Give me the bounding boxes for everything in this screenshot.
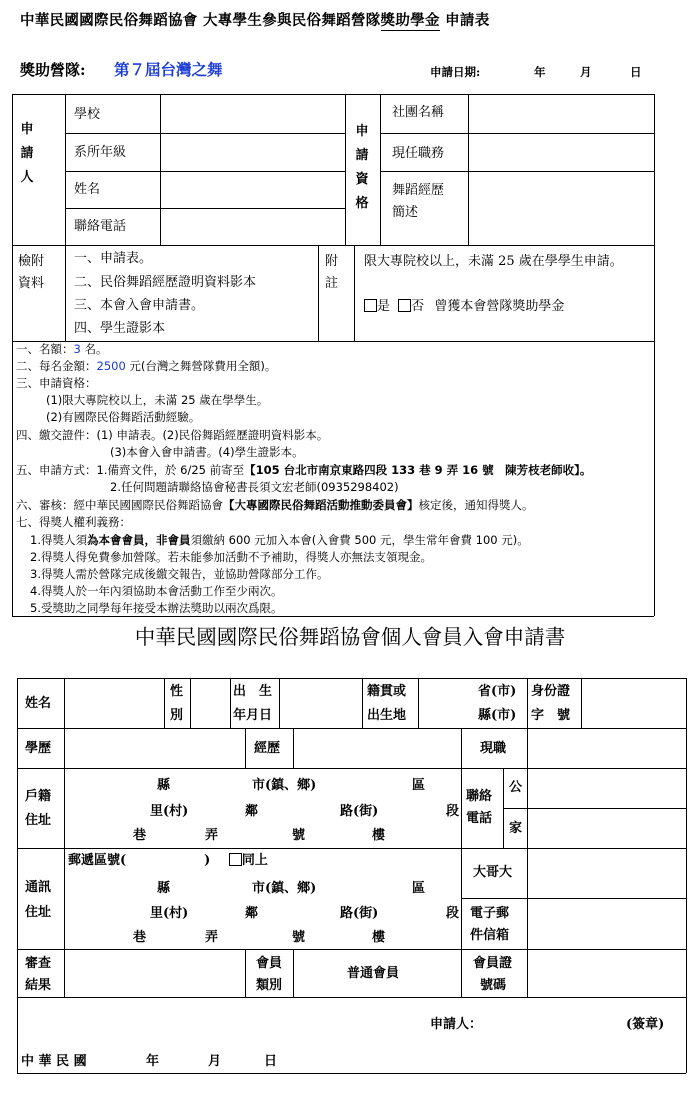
m-gender-label-2: 別	[170, 708, 184, 723]
h-number: 號	[292, 828, 306, 843]
rule-3a: (1)限大專院校以上，未滿 25 歲在學學生。	[46, 393, 269, 407]
m-city: 市(鎮、鄉)	[252, 881, 317, 896]
same-above-label: 同上	[241, 853, 268, 868]
no-label: 否	[411, 299, 425, 314]
m-member-type-label-1: 會員	[256, 956, 283, 971]
m-mail-label-2: 住址	[25, 905, 52, 920]
m-birth-label-1: 出 生	[233, 684, 273, 699]
m-review-label-1: 審查	[25, 956, 52, 971]
m-district: 區	[412, 881, 426, 896]
page-title	[20, 14, 490, 29]
m-lane: 巷	[133, 930, 147, 945]
m-contact-label-1: 聯絡	[466, 789, 493, 804]
rule-4: 四、繳交證件：(1) 申請表。(2)民俗舞蹈經歷證明資料影本。	[16, 428, 329, 442]
rule-3: 三、申請資格：	[16, 376, 97, 390]
m-birth-label-2: 年月日	[233, 708, 273, 723]
attachment-item-1: 一、申請表。	[74, 251, 153, 266]
m-county-label: 縣(市)	[478, 708, 517, 723]
position-field[interactable]	[469, 134, 653, 170]
m-phone-office-field[interactable]	[528, 769, 685, 807]
attachment-item-4: 四、學生證影本	[74, 321, 166, 336]
rule-3b: (2)有國際民俗舞蹈活動經驗。	[46, 410, 201, 424]
same-above-checkbox[interactable]	[229, 853, 242, 866]
h-section: 段	[446, 804, 460, 819]
m-contact-label-2: 電話	[466, 811, 493, 826]
m-occupation-field[interactable]	[528, 729, 685, 767]
m-section: 段	[446, 906, 460, 921]
m-zip-close: )	[204, 853, 211, 868]
h-floor: 樓	[372, 828, 386, 843]
dept-label: 系所年級	[74, 145, 127, 160]
m-road: 路(街)	[340, 906, 379, 921]
attachment-item-3: 三、本會入會申請書。	[74, 298, 205, 313]
m-origin-label-2: 出生地	[367, 708, 407, 723]
m-review-field[interactable]	[65, 950, 244, 996]
m-phone-home-label: 家	[509, 821, 523, 836]
m-origin-label-1: 籍貫或	[367, 684, 407, 699]
name-field[interactable]	[161, 172, 344, 207]
m-signature-field[interactable]	[490, 1008, 620, 1038]
h-city: 市(鎮、鄉)	[252, 778, 317, 793]
rule-5b: 2.任何問題請聯絡協會秘書長須文宏老師(0935298402)	[110, 480, 399, 494]
club-field[interactable]	[469, 95, 653, 132]
m-id-label-1: 身份證	[531, 684, 571, 699]
m-number: 號	[292, 930, 306, 945]
m-member-no-label-1: 會員證	[473, 956, 513, 971]
rule-4b: (3)本會入會申請書。(4)學生證影本。	[110, 445, 304, 459]
m-experience-label: 經歷	[254, 741, 281, 756]
m-mobile-field[interactable]	[528, 849, 685, 897]
m-birth-field[interactable]	[280, 679, 361, 727]
m-email-field[interactable]	[528, 899, 685, 948]
m-sign-month: 月	[208, 1054, 222, 1069]
club-label: 社團名稱	[392, 105, 445, 120]
m-review-label-2: 結果	[25, 978, 52, 993]
m-sign-year: 年	[146, 1054, 160, 1069]
yes-label: 是	[377, 299, 391, 314]
membership-title: 中華民國國際民俗舞蹈協會個人會員入會申請書	[134, 625, 566, 649]
m-email-label-2: 件信箱	[470, 928, 510, 943]
m-name-label: 姓名	[25, 696, 52, 711]
date-month: 月	[580, 65, 592, 79]
m-zip-label: 郵遞區號(	[68, 853, 127, 868]
m-member-type-value: 普通會員	[347, 966, 400, 981]
h-alley: 弄	[205, 828, 219, 843]
m-phone-home-field[interactable]	[528, 809, 685, 847]
experience-label: 舞蹈經歷簡述	[392, 183, 445, 220]
date-year: 年	[534, 65, 546, 79]
date-day: 日	[630, 65, 642, 79]
h-village: 里(村)	[150, 804, 189, 819]
rule-7-5: 5.受獎助之同學每年接受本辦法獎助以兩次爲限。	[30, 601, 283, 615]
note-question: 曾獲本會營隊獎助學金	[434, 299, 565, 314]
experience-field[interactable]	[469, 172, 653, 244]
h-neighbor: 鄰	[245, 804, 259, 819]
m-name-field[interactable]	[65, 679, 163, 727]
m-phone-office-label: 公	[509, 780, 523, 795]
m-member-no-field[interactable]	[528, 950, 685, 996]
m-member-no-label-2: 號碼	[480, 978, 507, 993]
m-sign-day: 日	[264, 1054, 278, 1069]
title-underlined: 獎助學金	[380, 12, 440, 29]
h-road: 路(街)	[340, 804, 379, 819]
applicant-section-label: 申請人	[20, 122, 34, 185]
m-floor: 樓	[372, 930, 386, 945]
rule-6: 六、審核：經中華民國國際民俗舞蹈協會【大專國際民俗舞蹈活動推動委員會】核定後，通知得獎人。	[16, 498, 534, 512]
m-mobile-label: 大哥大	[473, 865, 513, 880]
date-label: 申請日期:	[430, 65, 481, 79]
m-household-label-1: 戶籍	[25, 789, 52, 804]
title-prefix: 中華民國國際民俗舞蹈協會 大專學生參與民俗舞蹈營隊	[20, 12, 381, 29]
title-suffix: 申請表	[445, 12, 490, 29]
note-label: 附註	[325, 254, 339, 291]
dept-field[interactable]	[161, 134, 344, 170]
camp-name: 第７屆台灣之舞	[114, 60, 223, 79]
m-county: 縣	[157, 881, 171, 896]
m-education-label: 學歷	[25, 741, 52, 756]
qualification-section-label: 申請資格	[355, 124, 369, 211]
m-neighbor: 鄰	[245, 906, 259, 921]
m-gender-field[interactable]	[191, 679, 229, 727]
attachments-section-label: 檢附資料	[18, 254, 45, 291]
rule-1: 一、名額：3 名。	[16, 342, 108, 356]
school-field[interactable]	[161, 95, 344, 132]
m-gender-label-1: 性	[170, 684, 184, 699]
position-label: 現任職務	[392, 146, 445, 161]
m-roc-label: 中 華 民 國	[21, 1054, 87, 1069]
rule-7-1: 1.得獎人須為本會會員，非會員須繳納 600 元加入本會(入會費 500 元，學生常年會費 100 元)。	[30, 533, 529, 547]
school-label: 學校	[74, 107, 101, 122]
m-village: 里(村)	[150, 906, 189, 921]
phone-label: 聯絡電話	[74, 219, 127, 234]
attachment-item-2: 二、民俗舞蹈經歷證明資料影本	[74, 275, 257, 290]
rule-7: 七、得獎人權利義務：	[16, 515, 131, 529]
m-email-label-1: 電子郵	[470, 906, 510, 921]
rule-2: 二、每名金額：2500 元(台灣之舞營隊費用全額)。	[16, 359, 277, 373]
m-id-label-2: 字 號	[531, 708, 571, 723]
phone-field[interactable]	[161, 209, 344, 244]
m-household-label-2: 住址	[25, 813, 52, 828]
rule-7-3: 3.得獎人需於營隊完成後繳交報告，並協助營隊部分工作。	[30, 567, 329, 581]
m-occupation-label: 現職	[480, 741, 507, 756]
rule-5: 五、申請方式：1.備齊文件，於 6/25 前寄至【105 台北市南京東路四段 133 巷 9 弄 16 號 陳芳枝老師收】。	[16, 463, 592, 477]
m-province-label: 省(市)	[478, 684, 517, 699]
h-lane: 巷	[133, 828, 147, 843]
yes-checkbox[interactable]	[364, 299, 377, 312]
m-alley: 弄	[205, 930, 219, 945]
m-applicant-label: 申請人：	[430, 1017, 483, 1032]
h-county: 縣	[157, 778, 171, 793]
m-zip-row	[68, 853, 268, 867]
m-education-field[interactable]	[65, 729, 244, 767]
rule-7-4: 4.得獎人於一年內須協助本會活動工作至少兩次。	[30, 584, 283, 598]
name-label: 姓名	[74, 182, 101, 197]
note-checkbox-row	[364, 299, 564, 313]
note-text: 限大專院校以上，未滿 25 歲在學學生申請。	[364, 254, 623, 269]
camp-label: 獎助營隊:	[20, 61, 86, 79]
m-member-type-label-2: 類別	[256, 978, 283, 993]
no-checkbox[interactable]	[398, 299, 411, 312]
rule-7-2: 2.得獎人得免費參加營隊。若未能參加活動不予補助，得獎人亦無法支領現金。	[30, 550, 432, 564]
m-experience-field[interactable]	[294, 729, 460, 767]
m-seal-label: (簽章)	[626, 1017, 665, 1032]
h-district: 區	[412, 778, 426, 793]
m-mail-label-1: 通訊	[25, 880, 52, 895]
m-id-field[interactable]	[582, 679, 685, 727]
